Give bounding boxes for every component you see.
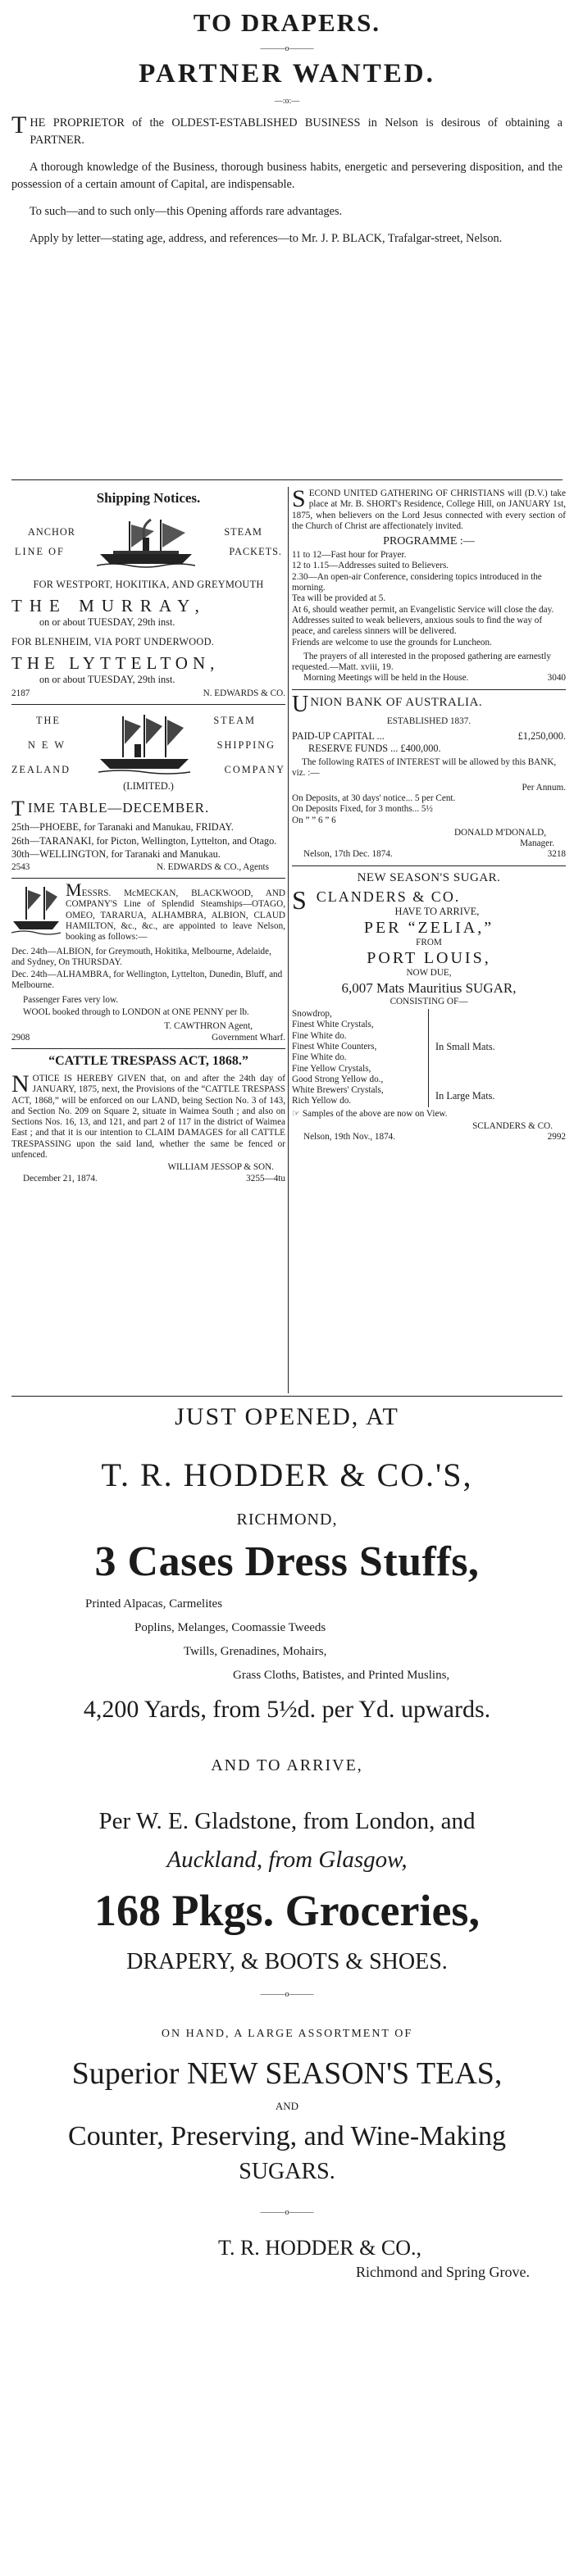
hodder-richmond: RICHMOND,: [236, 1511, 338, 1529]
trespass-text: [11, 1070, 285, 1161]
lyttelton-line: THE LYTTELTON,: [11, 652, 220, 673]
hodder-sig: T. R. HODDER & CO.,: [218, 2236, 421, 2260]
bank-footer: [292, 849, 566, 860]
bank-rate-row: On Deposits, at 30 days' notice... 5 per Cent.: [292, 793, 456, 803]
hodder-hand: ON HAND, A LARGE ASSORTMENT OF: [161, 2028, 413, 2040]
bank-paid-value: £1,250,000.: [517, 730, 566, 743]
nzsc-block: [11, 710, 285, 795]
ref-number: 3255—4tu: [246, 1173, 285, 1184]
timetable-title: IME TABLE—DECEMBER.: [27, 800, 210, 816]
drapers-para-3: To such—and to such only—this Opening affords rare advantages.: [30, 205, 343, 218]
nzsc-zealand: ZEALAND: [11, 764, 71, 776]
hodder-sig2: Richmond and Spring Grove.: [356, 2264, 530, 2280]
sugar-item: Fine White do.: [292, 1030, 347, 1041]
divider: [292, 689, 566, 690]
timetable-entry: 30th—WELLINGTON, for Taranaki and Manukau.: [11, 848, 221, 861]
hodder-and: AND: [275, 2100, 299, 2112]
timetable-entry: 26th—TARANAKI, for Picton, Wellington, Lyttelton, and Otago.: [11, 834, 277, 847]
divider: [292, 865, 566, 866]
sugar-date: Nelson, 19th Nov., 1874.: [303, 1132, 396, 1143]
hodder-line: Twills, Grenadines, Mohairs,: [184, 1645, 327, 1658]
bank-per-annum: Per Annum.: [522, 782, 566, 793]
sugar-item: Finest White Crystals,: [292, 1020, 374, 1030]
drapers-para-1: [11, 111, 563, 149]
sugar-arrive: HAVE TO ARRIVE,: [394, 905, 480, 917]
sugar-per: PER “ZELIA,”: [363, 919, 494, 938]
hodder-line: Grass Cloths, Batistes, and Printed Muslins,: [233, 1669, 450, 1682]
sugar-large-mats: In Large Mats.: [435, 1090, 495, 1102]
hodder-line: Poplins, Melanges, Coomassie Tweeds: [134, 1621, 326, 1634]
drop-cap: T: [11, 111, 27, 139]
cawthron-agent: T. CAWTHRON Agent,: [164, 1021, 253, 1032]
sugar-item: Finest White Counters,: [292, 1042, 377, 1052]
nzsc-the: THE: [36, 715, 61, 727]
murray-line: THE MURRAY,: [11, 595, 207, 616]
programme-item: Morning Meetings will be held in the House.: [303, 673, 469, 684]
agent-row-2: [11, 862, 285, 873]
blenheim-line: FOR BLENHEIM, VIA PORT UNDERWOOD.: [11, 636, 215, 647]
sugar-sig: SCLANDERS & CO.: [472, 1121, 553, 1132]
drop-cap: S: [292, 884, 307, 915]
sugar-firm: CLANDERS & CO.: [316, 888, 461, 905]
programme-item: Friends are welcome to use the grounds for Luncheon.: [292, 637, 492, 647]
trespass-date: December 21, 1874.: [23, 1173, 98, 1184]
programme-item: At 6, should weather permit, an Evangelistic Service will close the day.: [292, 604, 554, 615]
anchor-left-1: ANCHOR: [28, 526, 75, 538]
right-column: [292, 487, 566, 1393]
sugar-footer: [292, 1132, 566, 1143]
sugar-list: [292, 1085, 429, 1107]
sugar-consisting: CONSISTING OF—: [390, 996, 468, 1006]
agent-name: N. EDWARDS & CO., Agents: [156, 861, 269, 872]
hodder-drapery: DRAPERY, & BOOTS & SHOES.: [126, 1949, 448, 1974]
drapers-para-1-text: HE PROPRIETOR of the OLDEST-ESTABLISHED BUSINESS in Nelson is desirous of obtaining a PARTNER.: [30, 116, 563, 147]
sugar-item: Rich Yellow do.: [292, 1096, 352, 1106]
column-separator: [288, 487, 289, 1393]
wharf: Government Wharf.: [212, 1032, 285, 1043]
sugar-port: PORT LOUIS,: [367, 948, 491, 967]
programme-item: The prayers of all interested in the proposed gathering are earnestly requested.—Matt. xviii, 19.: [292, 651, 551, 673]
left-column: [11, 487, 285, 1393]
sailing-entry: Dec. 24th—ALBION, for Greymouth, Hokitika, Melbourne, Adelaide, and Sydney, On THURSDAY.: [11, 946, 271, 967]
drapers-para-2: A thorough knowledge of the Business, thorough business habits, energetic and persevering disposition, and the possession of a certain amount of Capital, are indispensable.: [11, 161, 563, 191]
agent-name: N. EDWARDS & CO.: [203, 688, 285, 698]
bank-reserve: RESERVE FUNDS ... £400,000.: [308, 742, 441, 754]
shipping-title: Shipping Notices.: [96, 490, 201, 506]
trespass-sig: WILLIAM JESSOP & SON.: [167, 1162, 274, 1173]
programme-item: Addresses suited to weak believers, anxious souls to find the way of peace, and careless sinners will be delivered.: [292, 615, 543, 637]
sugar-item: White Brewers' Crystals,: [292, 1085, 384, 1096]
mcmeckan-body: ESSRS. McMECKAN, BLACKWOOD, AND COMPANY'S Line of Splendid Steamships—OTAGO, OMEO, TARARUA, ALHAMBRA, ALBION, CLAUD HAMILTON, &c., &c., are appointed to leave Nelson, booking as follows:—: [66, 888, 285, 943]
christians-body: ECOND UNITED GATHERING OF CHRISTIANS will (D.V.) take place at Mr. B. SHORT's Residence, College Hill, on JANUARY 1st, 1875, when believers on the Lord Jesus connected with every section of the Church of Christ are affectionately invited.: [292, 488, 566, 531]
bank-role: Manager.: [520, 838, 554, 849]
timetable-entry: 25th—PHOEBE, for Taranaki and Manukau, FRIDAY.: [11, 821, 234, 834]
christians-text: [292, 485, 566, 532]
anchor-right-2: PACKETS.: [229, 546, 282, 557]
timetable-heading: [11, 797, 285, 821]
drop-cap: M: [66, 879, 82, 901]
sugar-samples-text: Samples of the above are now on View.: [302, 1108, 448, 1119]
hodder-line: Printed Alpacas, Carmelites: [85, 1597, 223, 1611]
sugar-small-mats-group: [292, 1009, 566, 1085]
bank-paid-label: PAID-UP CAPITAL ...: [292, 730, 385, 743]
bank-rate-row: On ” ” 6 ” 6: [292, 815, 336, 825]
ornament-3: ———o———: [260, 1990, 314, 1999]
sugar-firm-line: [292, 884, 566, 918]
bank-date: Nelson, 17th Dec. 1874.: [303, 849, 393, 860]
anchor-line-block: [11, 511, 285, 575]
sugar-samples: [292, 1109, 566, 1120]
hodder-pkgs: 168 Pkgs. Groceries,: [94, 1886, 480, 1935]
trespass-body: OTICE IS HEREBY GIVEN that, on and after the 24th day of JANUARY, 1875, next, the Provisions of the “CATTLE TRESPASS ACT, 1868,” will be enforced on our LAND, being Section No. 3 of 143, and Section No. 209 on Square 2, situate in Waimea South ; and also on Sections Nos. 16, 13, and 121, and part 2 of 117 in the district of Waimea East ; and that it is our intention to CLAIM DAMAGES for all CATTLE TRESPASSING upon the said land, whether the same be fenced or unfenced.: [11, 1073, 285, 1161]
ref-number: 2187: [11, 688, 30, 698]
bank-sig: DONALD M'DONALD,: [453, 827, 546, 838]
christians-footer: [292, 673, 566, 684]
sugar-title: NEW SEASON'S SUGAR.: [357, 870, 501, 884]
ornament-4: ———o———: [260, 2208, 314, 2217]
steamship-icon: [98, 711, 190, 777]
agent-row-3: [11, 1033, 285, 1043]
drop-cap: U: [292, 691, 309, 717]
hodder-teas: Superior NEW SEASON'S TEAS,: [71, 2056, 503, 2091]
nzsc-limited: (LIMITED.): [123, 780, 174, 793]
hodder-per2: Auckland, from Glasgow,: [166, 1847, 408, 1873]
bank-rates: The following RATES of INTEREST will be allowed by this BANK, viz. :—: [292, 757, 557, 779]
anchor-right-1: STEAM: [224, 526, 262, 538]
hodder-yards: 4,200 Yards, from 5½d. per Yd. upwards.: [83, 1696, 491, 1723]
drop-cap: S: [292, 485, 306, 512]
bank-title: NION BANK OF AUSTRALIA.: [310, 695, 483, 709]
trespass-footer: [11, 1174, 285, 1184]
divider: [11, 1048, 285, 1049]
sugar-small-mats: In Small Mats.: [435, 1041, 495, 1053]
wool-line: WOOL booked through to LONDON at ONE PENNY per lb.: [23, 1007, 249, 1018]
ref-number: 2908: [11, 1032, 30, 1043]
divider: [11, 704, 285, 705]
divider-top: [11, 479, 563, 480]
drop-cap: N: [11, 1070, 30, 1097]
divider: [11, 878, 285, 879]
nzsc-shipping: SHIPPING: [216, 739, 276, 752]
anchor-left-2: LINE OF: [15, 546, 65, 557]
ref-number: 2992: [547, 1132, 566, 1143]
sugar-item: Snowdrop,: [292, 1009, 332, 1020]
steamship-icon: [11, 884, 61, 936]
hodder-arrive: AND TO ARRIVE,: [211, 1756, 363, 1774]
hodder-firm: T. R. HODDER & CO.'S,: [101, 1456, 473, 1493]
divider-mid: [11, 1396, 563, 1397]
partner-wanted-heading: PARTNER WANTED.: [139, 59, 435, 89]
ref-number: 2543: [11, 861, 30, 872]
steamship-icon: [97, 515, 195, 572]
westport-line: FOR WESTPORT, HOKITIKA, AND GREYMOUTH: [33, 579, 264, 590]
trespass-title: “CATTLE TRESPASS ACT, 1868.”: [48, 1053, 248, 1068]
sugar-item: Fine White do.: [292, 1052, 347, 1063]
ornament-1: ———o———: [260, 44, 314, 53]
programme-item: 2.30—An open-air Conference, considering topics introduced in the morning.: [292, 571, 542, 593]
nzsc-steam: STEAM: [213, 715, 256, 727]
nzsc-company: COMPANY: [224, 764, 285, 776]
sugar-from: FROM: [416, 938, 442, 948]
lyttelton-date: on or about TUESDAY, 29th inst.: [39, 673, 175, 685]
hodder-per1: Per W. E. Gladstone, from London, and: [98, 1808, 476, 1834]
hodder-cases: 3 Cases Dress Stuffs,: [94, 1538, 480, 1585]
ornament-2: —:o:—: [274, 97, 300, 106]
fares-line: Passenger Fares very low.: [23, 994, 119, 1005]
sugar-mats: 6,007 Mats Mauritius SUGAR,: [341, 979, 517, 996]
ref-number: 3218: [547, 849, 566, 860]
hodder-counter: Counter, Preserving, and Wine-Making: [68, 2121, 506, 2151]
drapers-body: [11, 111, 563, 248]
sailing-entry: Dec. 24th—ALHAMBRA, for Wellington, Lyttelton, Dunedin, Bluff, and Melbourne.: [11, 970, 283, 991]
mcmeckan-block: [11, 879, 285, 943]
drop-cap: T: [11, 797, 25, 821]
nzsc-new: NEW: [28, 739, 71, 752]
programme-heading: PROGRAMME :—: [383, 535, 475, 548]
programme-item: 11 to 12—Fast hour for Prayer.: [292, 550, 407, 561]
bank-est: ESTABLISHED 1837.: [386, 716, 472, 726]
agent-row-1: [11, 688, 285, 699]
sugar-large-mats-group: [292, 1085, 566, 1107]
sugar-now: NOW DUE,: [406, 967, 452, 978]
sugar-item: Good Strong Yellow do.,: [292, 1074, 384, 1084]
hodder-sugars: SUGARS.: [239, 2159, 335, 2184]
ref-number: 3040: [547, 673, 566, 684]
bank-paid-row: [292, 730, 566, 743]
programme-item: 12 to 1.15—Addresses suited to Believers.: [292, 561, 449, 571]
sugar-list: [292, 1009, 429, 1085]
drapers-para-4: Apply by letter—stating age, address, and references—to Mr. J. P. BLACK, Trafalgar-street, Nelson.: [30, 232, 503, 245]
murray-date: on or about TUESDAY, 29th inst.: [39, 616, 175, 628]
bank-rate-row: On Deposits Fixed, for 3 months... 5½: [292, 804, 433, 815]
hodder-advert: [11, 1403, 563, 2281]
drapers-heading: TO DRAPERS.: [193, 8, 381, 37]
bank-heading: [292, 691, 566, 717]
hodder-opened: JUST OPENED, AT: [175, 1403, 399, 1430]
sugar-item: Fine Yellow Crystals,: [292, 1063, 371, 1074]
programme-item: Tea will be provided at 5.: [292, 593, 386, 604]
pointing-hand-icon: ☞: [292, 1108, 303, 1119]
